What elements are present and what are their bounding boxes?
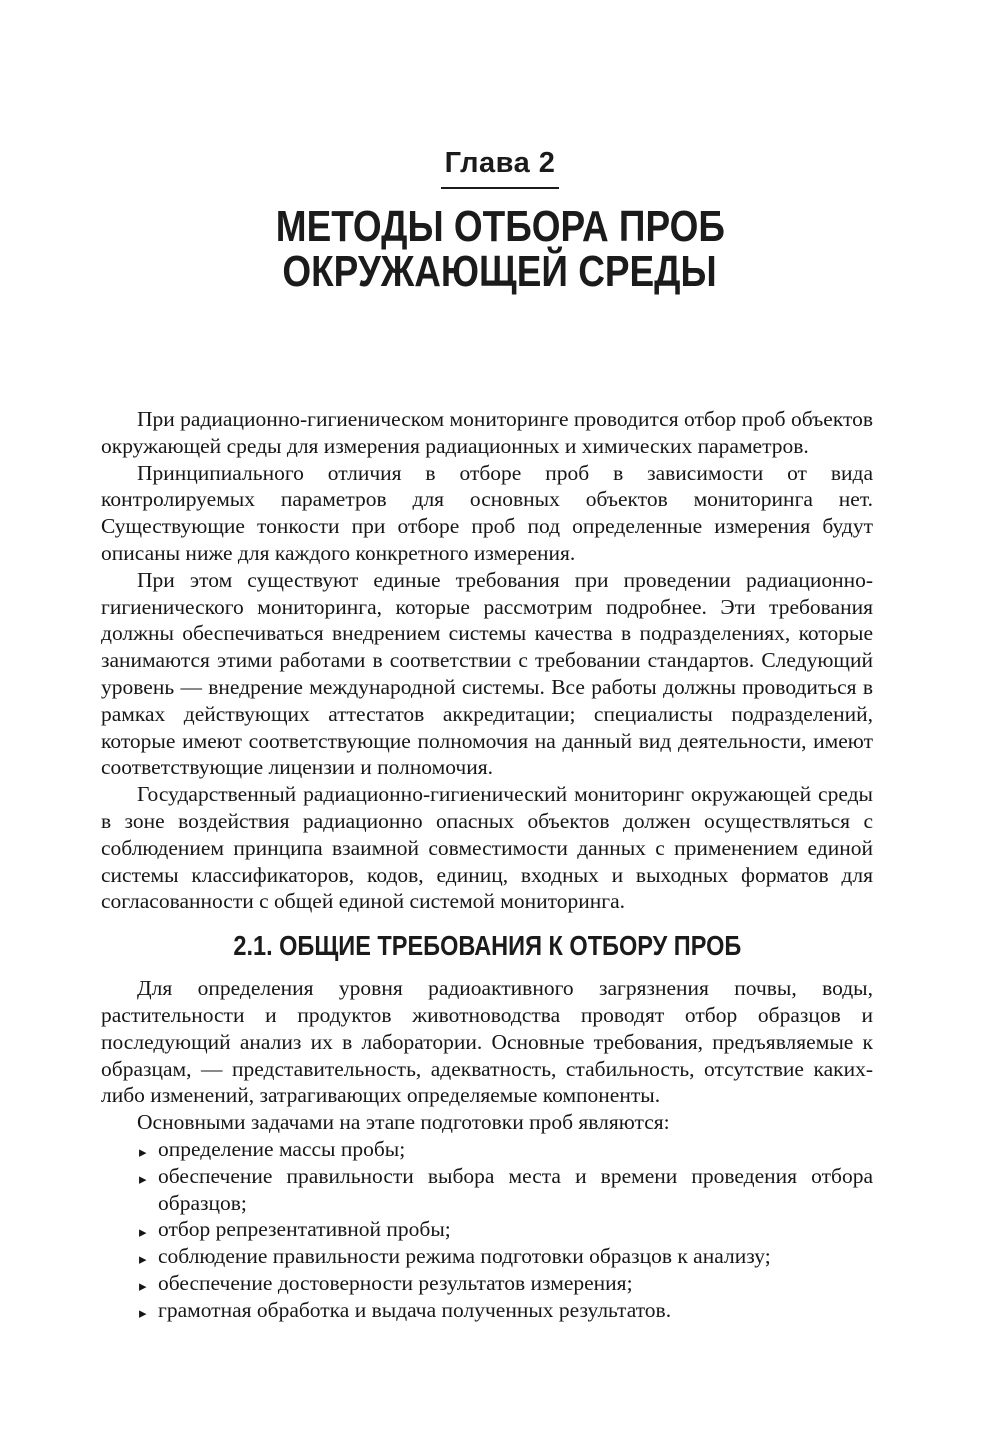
bullet-triangle-icon: ▸ [139,1250,147,1269]
list-item-text: соблюдение правильности режима подготовки образцов к анализу; [158,1244,771,1269]
page-body [101,406,873,1324]
list-item [101,1216,873,1243]
chapter-title-line-1: МЕТОДЫ ОТБОРА ПРОБ [275,202,725,251]
paragraph: Принципиального отличия в отборе проб в зависимости от вида контролируемых параметров для основных объектов мониторинга нет. Существующие тонкости при отборе проб под определенные измерения будут описаны ниже для каждого конкретного измерения. [101,460,873,565]
list-item-text: обеспечение достоверности результатов измерения; [158,1270,633,1295]
list-item-text: грамотная обработка и выдача полученных результатов. [158,1297,672,1322]
section-heading-text: 2.1. ОБЩИЕ ТРЕБОВАНИЯ К ОТБОРУ ПРОБ [233,930,741,962]
paragraph: Для определения уровня радиоактивного загрязнения почвы, воды, растительности и продуктов животноводства проводят отбор образцов и последующий анализ их в лаборатории. Основные требования, предъявляемые к образцам, — представительность, адекватность, стабильность, отсутствие каких-либо изменений, затрагивающих определяемые компоненты. [101,976,873,1108]
bullet-triangle-icon: ▸ [139,1142,147,1161]
paragraph: При радиационно-гигиеническом мониторинге проводится отбор проб объектов окружающей среды для измерения радиационных и химических параметров. [101,407,873,458]
list-item-text: обеспечение правильности выбора места и времени проведения отбора образцов; [158,1163,873,1215]
list-item [101,1136,873,1163]
section-heading [101,929,873,962]
chapter-title [0,204,1000,294]
bullet-triangle-icon: ▸ [139,1223,147,1242]
list-item [101,1243,873,1270]
chapter-title-line-2: ОКРУЖАЮЩЕЙ СРЕДЫ [282,247,718,296]
bullet-list [101,1136,873,1324]
bullet-triangle-icon: ▸ [139,1169,147,1188]
bullet-triangle-icon: ▸ [139,1276,147,1295]
chapter-heading-block [0,0,1000,294]
bullet-triangle-icon: ▸ [139,1303,147,1322]
list-item-text: определение массы пробы; [158,1136,406,1161]
paragraph: Государственный радиационно-гигиенический мониторинг окружающей среды в зоне воздействия радиационно опасных объектов должен осуществляться с соблюдением принципа взаимной совместимости данных с применением единой системы классификаторов, кодов, единиц, входных и выходных форматов для согласованности с общей единой системой мониторинга. [101,782,873,914]
paragraph: При этом существуют единые требования при проведении радиационно-гигиенического мониторинга, которые рассмотрим подробнее. Эти требования должны обеспечиваться внедрением системы качества в подразделениях, которые занимаются этими работами в соответствии с требовании стандартов. Следующий уровень — внедрение международной системы. Все работы должны проводиться в рамках действующих аттестатов аккредитации; специалисты подразделений, которые имеют соответствующие полномочия на данный вид деятельности, имеют соответствующие лицензии и полномочия. [101,567,873,780]
list-item-text: отбор репрезентативной пробы; [158,1217,451,1242]
list-item [101,1270,873,1297]
list-item [101,1297,873,1324]
chapter-label: Глава 2 [441,146,560,189]
list-item [101,1163,873,1217]
paragraph: Основными задачами на этапе подготовки проб являются: [137,1110,670,1135]
